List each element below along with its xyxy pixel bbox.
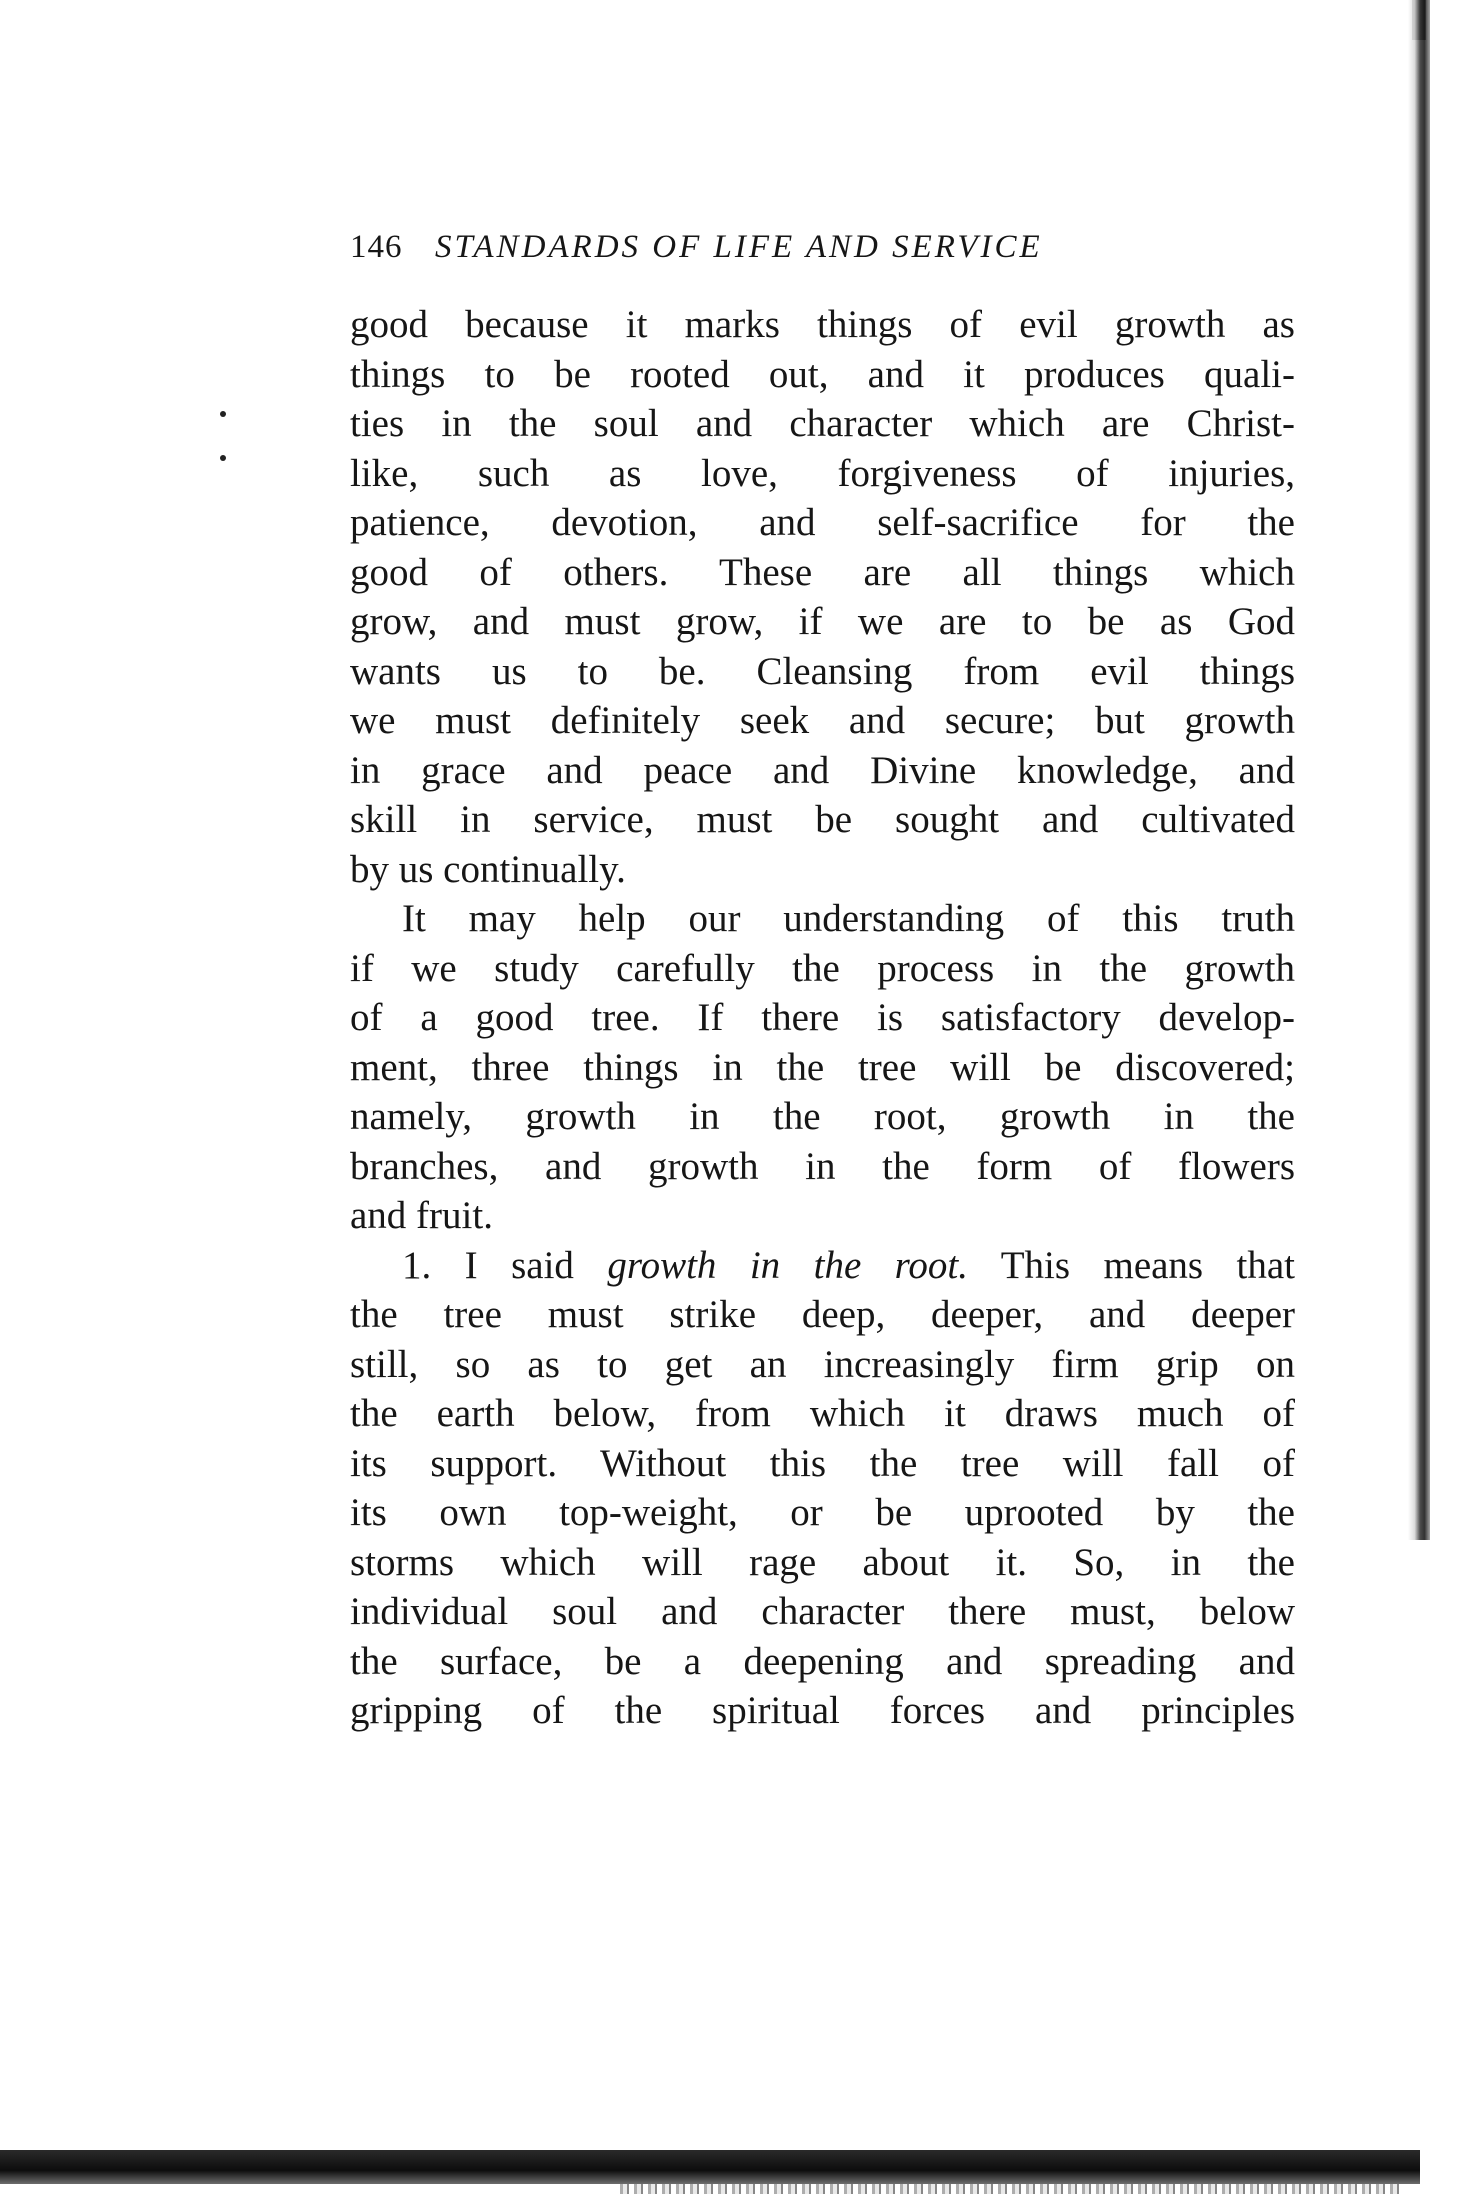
page-body xyxy=(350,300,1295,1736)
scan-noise-bottom xyxy=(620,2184,1400,2194)
text-line: its support. Without this the tree will fall of xyxy=(350,1441,1295,1485)
text-line: and fruit. xyxy=(350,1194,493,1237)
text-line: if we study carefully the process in the growth xyxy=(350,946,1295,990)
paragraph xyxy=(350,1241,1295,1736)
text-line: namely, growth in the root, growth in the xyxy=(350,1095,1295,1138)
text-line: its own top-weight, or be uprooted by the xyxy=(350,1491,1295,1534)
text-line: patience, devotion, and self-sacrifice for the xyxy=(350,501,1295,544)
text-line: individual soul and character there must, below xyxy=(350,1590,1295,1633)
text-line: wants us to be. Cleansing from evil things xyxy=(350,649,1295,693)
text-line: still, so as to get an increasingly firm grip on xyxy=(350,1342,1295,1386)
margin-speck xyxy=(220,455,226,461)
text-line: ment, three things in the tree will be discovered; xyxy=(350,1045,1295,1089)
text-line: good because it marks things of evil growth as xyxy=(350,303,1295,346)
text-line xyxy=(350,1241,1295,1291)
text-line: like, such as love, forgiveness of injuries, xyxy=(350,451,1295,495)
paragraph xyxy=(350,300,1295,894)
item-prefix: 1. I said xyxy=(402,1243,608,1287)
scan-shadow-bottom-edge xyxy=(0,2150,1420,2184)
text-line: It may help our understanding of this truth xyxy=(402,897,1295,940)
text-line: ties in the soul and character which are Christ- xyxy=(350,402,1295,445)
text-line: by us continually. xyxy=(350,847,626,891)
margin-speck xyxy=(220,411,226,417)
scan-shadow-right-edge xyxy=(1408,0,1430,1540)
text-line: branches, and growth in the form of flowers xyxy=(350,1144,1295,1188)
text-line: skill in service, must be sought and cultivated xyxy=(350,798,1295,841)
text-line: we must definitely seek and secure; but growth xyxy=(350,699,1295,742)
item-suffix: This means that xyxy=(968,1243,1296,1287)
text-line: in grace and peace and Divine knowledge, and xyxy=(350,748,1295,792)
text-line: gripping of the spiritual forces and principles xyxy=(350,1689,1295,1732)
text-line: the earth below, from which it draws much of xyxy=(350,1392,1295,1435)
emphasis-text: growth in the root. xyxy=(607,1243,968,1287)
text-line: good of others. These are all things which xyxy=(350,550,1295,594)
text-line: storms which will rage about it. So, in the xyxy=(350,1540,1295,1584)
page-number: 146 xyxy=(350,229,403,265)
text-line: the surface, be a deepening and spreading and xyxy=(350,1639,1295,1683)
text-line: grow, and must grow, if we are to be as God xyxy=(350,600,1295,643)
text-line: of a good tree. If there is satisfactory develop- xyxy=(350,996,1295,1039)
text-line: things to be rooted out, and it produces quali- xyxy=(350,352,1295,396)
running-header xyxy=(350,224,1240,270)
running-title: STANDARDS OF LIFE AND SERVICE xyxy=(435,229,1043,265)
text-line: the tree must strike deep, deeper, and deeper xyxy=(350,1293,1295,1336)
paragraph xyxy=(350,894,1295,1241)
